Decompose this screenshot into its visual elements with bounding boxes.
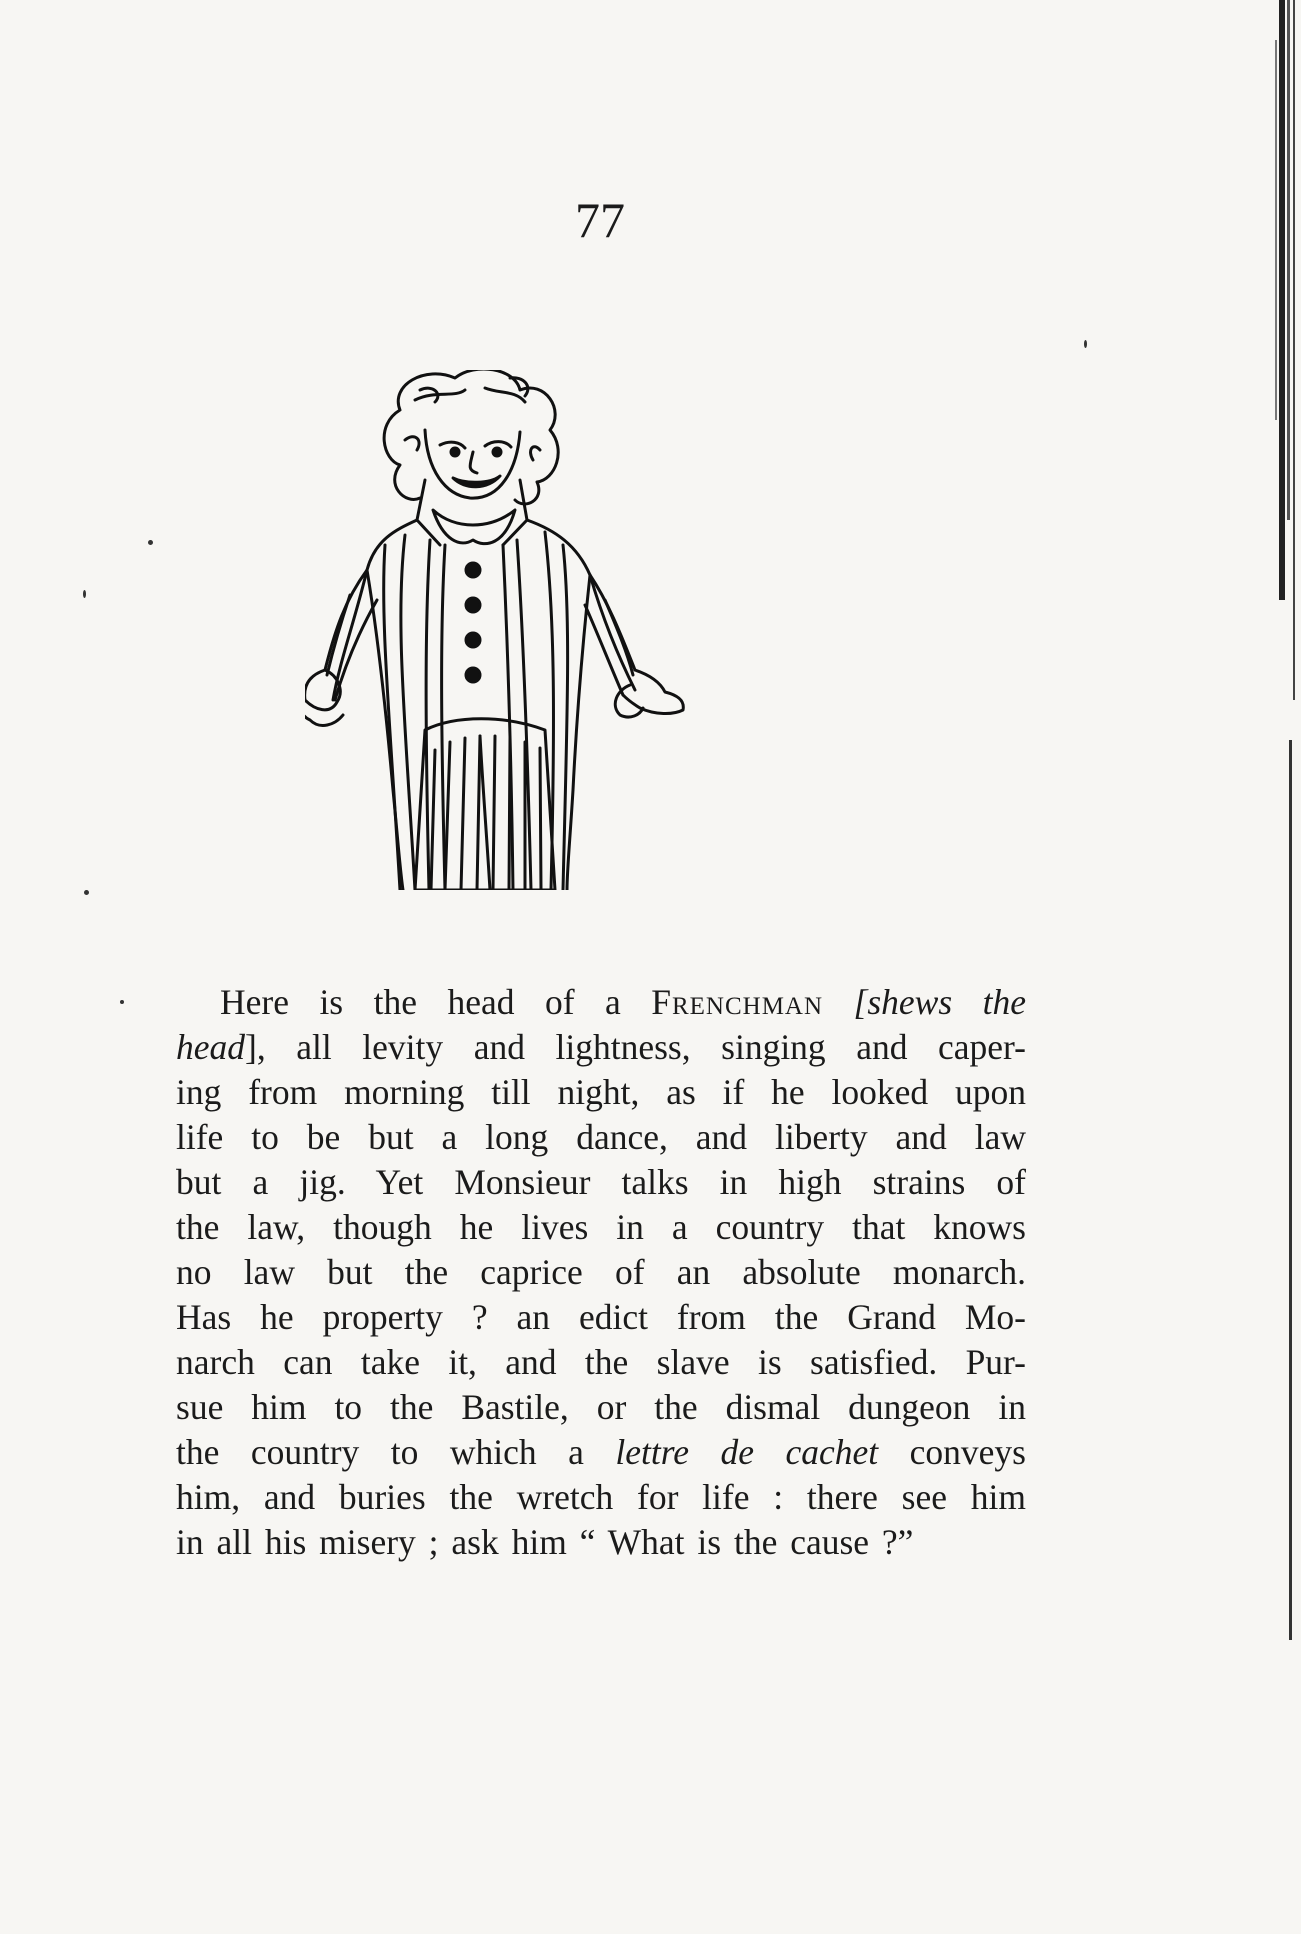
ink-speck	[120, 1000, 124, 1004]
ink-speck	[148, 540, 153, 545]
text-line: no law but the caprice of an absolute monarch.	[176, 1252, 1026, 1292]
text-line: the law, though he lives in a country that knows	[176, 1207, 1026, 1247]
page-number: 77	[575, 192, 625, 248]
ink-speck	[83, 590, 86, 598]
text-line: the country to which a lettre de cachet conveys	[176, 1432, 1026, 1472]
text-line: head], all levity and lightness, singing and caper-	[176, 1027, 1026, 1067]
binding-edge	[1249, 0, 1301, 1934]
text-line: in all his misery ; ask him “ What is the cause ?”	[176, 1522, 914, 1562]
text-line: life to be but a long dance, and liberty and law	[176, 1117, 1026, 1157]
text-line: him, and buries the wretch for life : there see him	[176, 1477, 1026, 1517]
text-line: ing from morning till night, as if he looked upon	[176, 1072, 1026, 1112]
text-line: Has he property ? an edict from the Grand Mo-	[176, 1297, 1026, 1337]
text-line: sue him to the Bastile, or the dismal dungeon in	[176, 1387, 1026, 1427]
ink-speck	[84, 890, 89, 895]
text-line: Here is the head of a Frenchman [shews the	[220, 982, 1027, 1022]
text-line: but a jig. Yet Monsieur talks in high strains of	[176, 1162, 1026, 1202]
body-text	[176, 980, 1026, 1565]
frenchman-figure-icon	[305, 370, 825, 890]
ink-speck	[1084, 340, 1087, 348]
text-line: narch can take it, and the slave is satisfied. Pur-	[176, 1342, 1026, 1382]
